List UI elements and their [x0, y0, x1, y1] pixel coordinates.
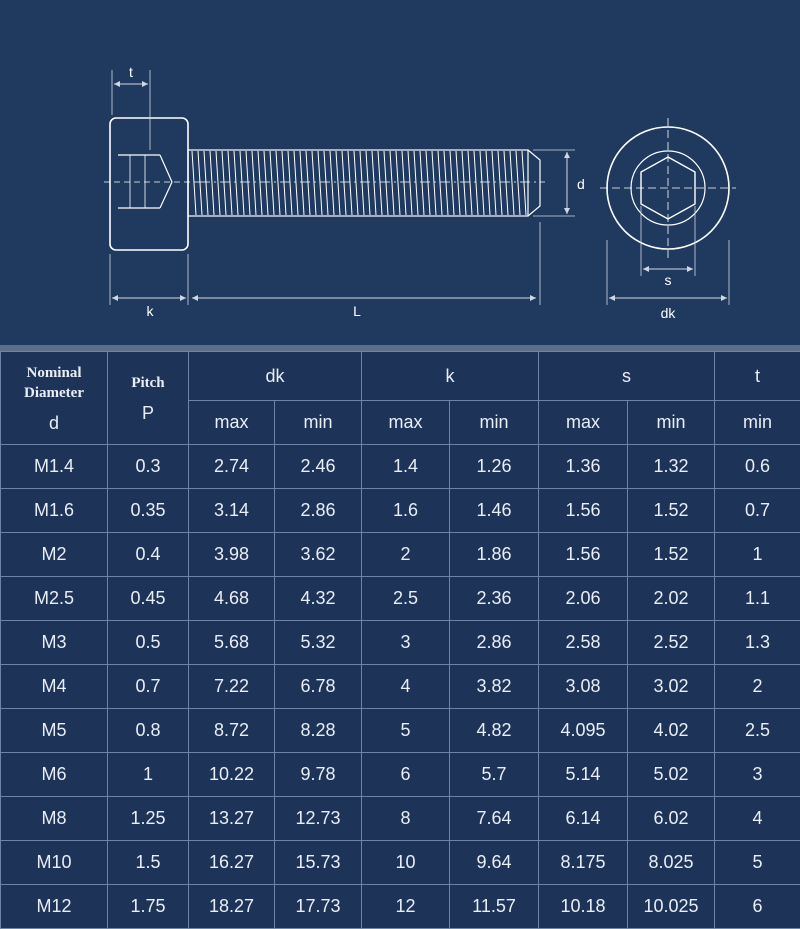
label-dk: dk: [660, 305, 676, 321]
thread-line: [426, 151, 430, 215]
screw-tip: [528, 150, 540, 216]
table-row: [1, 797, 800, 841]
thread-line: [414, 151, 418, 215]
table-cell: 4: [715, 797, 800, 841]
table-cell: 0.6: [715, 445, 800, 489]
thread-line: [258, 151, 262, 215]
thread-line: [444, 151, 448, 215]
t-arrow-left: [114, 81, 120, 87]
table-cell: 11.57: [450, 885, 539, 929]
table-cell: 0.7: [108, 665, 189, 709]
table-cell: 1.3: [715, 621, 800, 665]
header-k-max: max: [362, 401, 450, 445]
table-cell: 4.68: [189, 577, 275, 621]
table-cell: 2.5: [715, 709, 800, 753]
table-cell: 8.72: [189, 709, 275, 753]
header-pitch-label: Pitch: [131, 375, 165, 391]
table-cell: 2: [362, 533, 450, 577]
table-cell: 2.52: [628, 621, 715, 665]
thread-line: [390, 151, 394, 215]
k-arrow-right: [180, 295, 186, 301]
table-cell: 5.14: [539, 753, 628, 797]
thread-line: [402, 151, 406, 215]
thread-line: [360, 151, 364, 215]
table-cell: 2.46: [275, 445, 362, 489]
thread-line: [234, 151, 238, 215]
thread-line: [480, 151, 484, 215]
thread-line: [330, 151, 334, 215]
d-arrow-bottom: [564, 208, 570, 214]
table-cell: 2.86: [275, 489, 362, 533]
header-dk-min: min: [275, 401, 362, 445]
label-k: k: [146, 303, 154, 319]
dk-arrow-right: [721, 295, 727, 301]
table-cell: 6.14: [539, 797, 628, 841]
header-pitch: [108, 352, 189, 445]
table-cell: 10.18: [539, 885, 628, 929]
screw-drawing-svg: [0, 0, 800, 345]
table-cell: 1.26: [450, 445, 539, 489]
thread-line: [462, 151, 466, 215]
thread-line: [522, 151, 526, 215]
table-cell: 6.78: [275, 665, 362, 709]
table-cell: 16.27: [189, 841, 275, 885]
label-d: d: [577, 176, 585, 192]
table-cell: 17.73: [275, 885, 362, 929]
table-cell: 2.74: [189, 445, 275, 489]
header-pitch-symbol: P: [141, 403, 154, 423]
table-cell: 15.73: [275, 841, 362, 885]
header-s-min: min: [628, 401, 715, 445]
table-cell: 1.1: [715, 577, 800, 621]
thread-line: [288, 151, 292, 215]
table-cell: 3.02: [628, 665, 715, 709]
table-cell: 2.86: [450, 621, 539, 665]
header-nominal-diameter: [1, 352, 108, 445]
table-cell: 0.8: [108, 709, 189, 753]
thread-line: [408, 151, 412, 215]
thread-line: [270, 151, 274, 215]
thread-line: [216, 151, 220, 215]
header-nominal-label: Nominal Diameter: [24, 365, 84, 401]
table-cell: 3: [362, 621, 450, 665]
table-cell: M8: [1, 797, 108, 841]
table-cell: 6.02: [628, 797, 715, 841]
table-cell: 2.06: [539, 577, 628, 621]
header-k-min: min: [450, 401, 539, 445]
table-cell: 1.56: [539, 533, 628, 577]
table-cell: 3.08: [539, 665, 628, 709]
d-arrow-top: [564, 152, 570, 158]
table-cell: 12.73: [275, 797, 362, 841]
header-group-s: s: [539, 352, 715, 401]
k-arrow-left: [112, 295, 118, 301]
table-cell: 1.75: [108, 885, 189, 929]
table-cell: 5: [715, 841, 800, 885]
table-row: [1, 577, 800, 621]
thread-line: [294, 151, 298, 215]
thread-line: [318, 151, 322, 215]
socket-cone: [160, 155, 172, 208]
table-cell: 1.56: [539, 489, 628, 533]
thread-line: [306, 151, 310, 215]
header-t-min: min: [715, 401, 800, 445]
thread-line: [192, 151, 196, 215]
table-cell: 8.025: [628, 841, 715, 885]
table-cell: 0.5: [108, 621, 189, 665]
header-nominal-symbol: d: [48, 413, 59, 433]
thread-line: [348, 151, 352, 215]
header-group-k: k: [362, 352, 539, 401]
screw-drawing: [0, 0, 800, 345]
spec-table-body: [1, 445, 800, 929]
table-cell: M3: [1, 621, 108, 665]
screw-head: [110, 118, 188, 250]
table-cell: 2: [715, 665, 800, 709]
thread-line: [384, 151, 388, 215]
table-cell: 5.68: [189, 621, 275, 665]
t-arrow-right: [142, 81, 148, 87]
table-cell: 8.28: [275, 709, 362, 753]
table-cell: 1.52: [628, 489, 715, 533]
table-row: [1, 621, 800, 665]
table-cell: 1.6: [362, 489, 450, 533]
table-cell: 5.32: [275, 621, 362, 665]
table-cell: 2.5: [362, 577, 450, 621]
s-arrow-left: [643, 266, 649, 272]
thread-line: [372, 151, 376, 215]
table-cell: 0.3: [108, 445, 189, 489]
table-cell: 1.32: [628, 445, 715, 489]
table-cell: 4.02: [628, 709, 715, 753]
L-arrow-left: [192, 295, 198, 301]
table-cell: 0.4: [108, 533, 189, 577]
table-cell: 3.98: [189, 533, 275, 577]
thread-line: [396, 151, 400, 215]
label-s: s: [664, 272, 672, 288]
table-cell: 1.5: [108, 841, 189, 885]
table-row: [1, 665, 800, 709]
thread-line: [378, 151, 382, 215]
table-cell: 5.02: [628, 753, 715, 797]
table-cell: 1.52: [628, 533, 715, 577]
table-cell: 5: [362, 709, 450, 753]
thread-lines: [192, 151, 526, 215]
thread-line: [510, 151, 514, 215]
table-cell: 1.46: [450, 489, 539, 533]
thread-line: [438, 151, 442, 215]
table-cell: 13.27: [189, 797, 275, 841]
header-s-max: max: [539, 401, 628, 445]
thread-line: [420, 151, 424, 215]
thread-line: [222, 151, 226, 215]
thread-line: [204, 151, 208, 215]
table-cell: 4.32: [275, 577, 362, 621]
table-cell: M1.6: [1, 489, 108, 533]
table-cell: M10: [1, 841, 108, 885]
thread-line: [450, 151, 454, 215]
table-cell: 3.14: [189, 489, 275, 533]
table-cell: 1: [715, 533, 800, 577]
table-cell: M5: [1, 709, 108, 753]
thread-line: [498, 151, 502, 215]
thread-line: [492, 151, 496, 215]
header-group-t: t: [715, 352, 800, 401]
table-cell: 12: [362, 885, 450, 929]
s-arrow-right: [687, 266, 693, 272]
table-cell: M2: [1, 533, 108, 577]
table-cell: 6: [362, 753, 450, 797]
table-cell: M1.4: [1, 445, 108, 489]
table-cell: 1.36: [539, 445, 628, 489]
table-cell: 0.35: [108, 489, 189, 533]
thread-line: [324, 151, 328, 215]
thread-line: [516, 151, 520, 215]
thread-line: [336, 151, 340, 215]
table-cell: M4: [1, 665, 108, 709]
thread-line: [486, 151, 490, 215]
table-cell: 8.175: [539, 841, 628, 885]
table-cell: 10: [362, 841, 450, 885]
label-L: L: [353, 303, 361, 319]
table-cell: 7.22: [189, 665, 275, 709]
thread-line: [468, 151, 472, 215]
table-row: [1, 841, 800, 885]
table-cell: M12: [1, 885, 108, 929]
table-cell: 4.82: [450, 709, 539, 753]
table-cell: 18.27: [189, 885, 275, 929]
table-cell: 0.45: [108, 577, 189, 621]
thread-line: [198, 151, 202, 215]
table-cell: 2.58: [539, 621, 628, 665]
table-row: [1, 533, 800, 577]
table-cell: 5.7: [450, 753, 539, 797]
table-row: [1, 753, 800, 797]
label-t: t: [129, 64, 133, 80]
table-cell: 2.36: [450, 577, 539, 621]
thread-line: [228, 151, 232, 215]
table-cell: 3.62: [275, 533, 362, 577]
spec-table: [0, 351, 800, 929]
table-cell: 8: [362, 797, 450, 841]
thread-line: [210, 151, 214, 215]
table-cell: 6: [715, 885, 800, 929]
table-cell: 10.22: [189, 753, 275, 797]
table-cell: 1: [108, 753, 189, 797]
thread-line: [312, 151, 316, 215]
table-row: [1, 709, 800, 753]
thread-line: [432, 151, 436, 215]
table-row: [1, 489, 800, 533]
header-dk-max: max: [189, 401, 275, 445]
thread-line: [264, 151, 268, 215]
table-cell: M6: [1, 753, 108, 797]
table-cell: 9.64: [450, 841, 539, 885]
thread-line: [342, 151, 346, 215]
thread-line: [366, 151, 370, 215]
thread-line: [354, 151, 358, 215]
thread-line: [474, 151, 478, 215]
thread-line: [246, 151, 250, 215]
table-cell: 9.78: [275, 753, 362, 797]
thread-line: [240, 151, 244, 215]
table-cell: 2.02: [628, 577, 715, 621]
table-cell: M2.5: [1, 577, 108, 621]
table-cell: 3.82: [450, 665, 539, 709]
header-group-dk: dk: [189, 352, 362, 401]
thread-line: [276, 151, 280, 215]
thread-line: [504, 151, 508, 215]
table-row: [1, 885, 800, 929]
table-cell: 10.025: [628, 885, 715, 929]
table-cell: 1.4: [362, 445, 450, 489]
L-arrow-right: [530, 295, 536, 301]
table-cell: 4.095: [539, 709, 628, 753]
dk-arrow-left: [609, 295, 615, 301]
table-cell: 4: [362, 665, 450, 709]
table-cell: 1.25: [108, 797, 189, 841]
thread-line: [300, 151, 304, 215]
table-cell: 1.86: [450, 533, 539, 577]
thread-line: [282, 151, 286, 215]
table-cell: 3: [715, 753, 800, 797]
thread-line: [456, 151, 460, 215]
table-row: [1, 445, 800, 489]
thread-line: [252, 151, 256, 215]
table-cell: 0.7: [715, 489, 800, 533]
table-cell: 7.64: [450, 797, 539, 841]
